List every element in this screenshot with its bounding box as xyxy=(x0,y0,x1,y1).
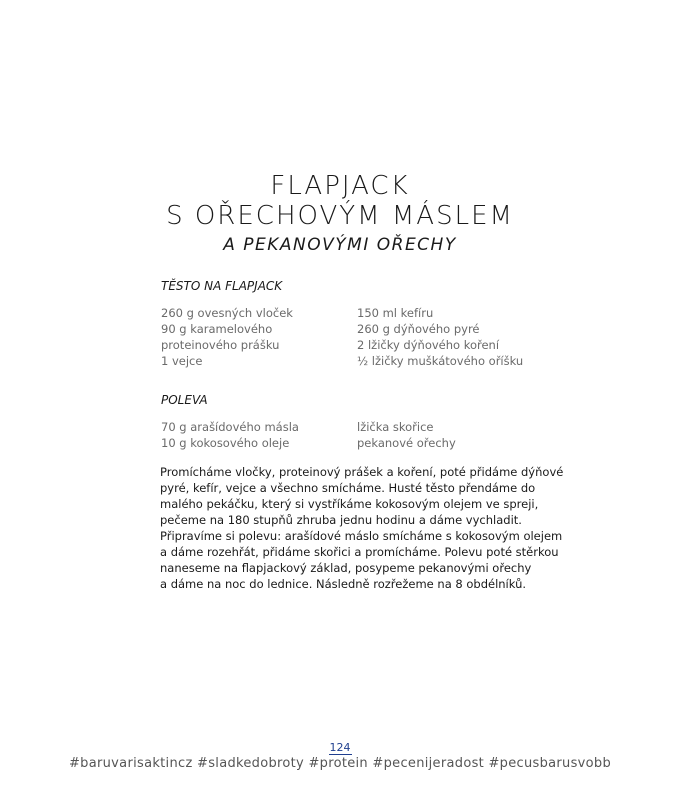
recipe-title-line-1: FLAPJACK xyxy=(270,171,410,201)
instruction-line: pečeme na 180 stupňů zhruba jednu hodinu a dáme vychladit. xyxy=(160,513,522,527)
ingredient-line: 70 g arašídového másla xyxy=(161,420,299,434)
instruction-line: pyré, kefír, vejce a všechno smícháme. Husté těsto přendáme do xyxy=(160,481,536,495)
ingredient-line: 1 vejce xyxy=(161,354,203,368)
page-number xyxy=(0,741,680,754)
instruction-line: malého pekáčku, který si vystříkáme kokosovým olejem ve spreji, xyxy=(160,497,539,511)
ingredient-line: proteinového prášku xyxy=(161,338,280,352)
dough-ingredients-left xyxy=(161,305,293,369)
topping-ingredients-right xyxy=(357,419,456,451)
topping-ingredients-left xyxy=(161,419,299,451)
ingredient-line: 2 lžičky dýňového koření xyxy=(357,338,500,352)
ingredient-line: 10 g kokosového oleje xyxy=(161,436,290,450)
hashtags-footer: #baruvarisaktincz #sladkedobroty #protein #pecenijeradost #pecusbarusvobb xyxy=(68,756,611,771)
dough-ingredients-right xyxy=(357,305,523,369)
instruction-line: Připravíme si polevu: arašídové máslo smícháme s kokosovým olejem xyxy=(160,529,563,543)
instruction-line: Promícháme vločky, proteinový prášek a koření, poté přidáme dýňové xyxy=(160,465,564,479)
instruction-line: a dáme rozehřát, přidáme skořici a promícháme. Polevu poté stěrkou xyxy=(160,545,559,559)
dough-section-heading: TĚSTO NA FLAPJACK xyxy=(161,279,283,293)
ingredient-line: 150 ml kefíru xyxy=(357,306,434,320)
instructions-paragraph xyxy=(160,464,564,592)
page-number-value: 124 xyxy=(329,741,351,754)
instruction-line: a dáme na noc do lednice. Následně rozřežeme na 8 obdélníků. xyxy=(160,577,527,591)
topping-section-heading: POLEVA xyxy=(161,393,208,407)
ingredient-line: 90 g karamelového xyxy=(161,322,273,336)
recipe-subtitle: A PEKANOVÝMI OŘECHY xyxy=(223,235,457,255)
instruction-line: naneseme na flapjackový základ, posypeme pekanovými ořechy xyxy=(160,561,532,575)
recipe-title-line-2: S OŘECHOVÝM MÁSLEM xyxy=(166,201,514,231)
ingredient-line: pekanové ořechy xyxy=(357,436,456,450)
ingredient-line: 260 g ovesných vloček xyxy=(161,306,293,320)
ingredient-line: lžička skořice xyxy=(357,420,434,434)
ingredient-line: ½ lžičky muškátového oříšku xyxy=(357,354,524,368)
ingredient-line: 260 g dýňového pyré xyxy=(357,322,480,336)
